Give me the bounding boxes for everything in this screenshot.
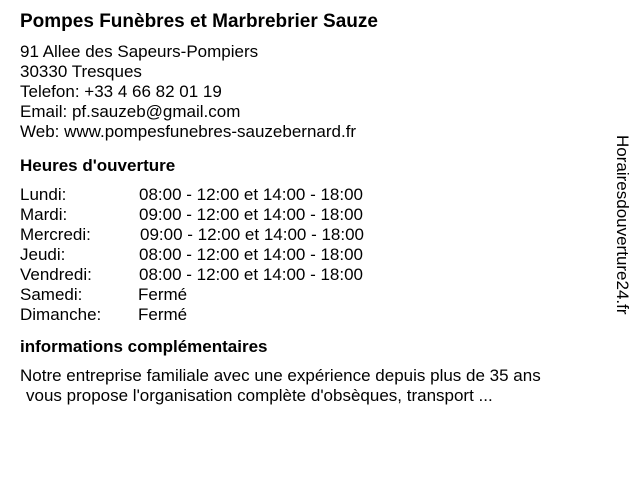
hours-time: Fermé [138,285,188,304]
hours-day: Vendredi: [20,265,92,284]
info-heading: informations complémentaires [20,337,268,356]
hours-row-saturday [20,285,620,305]
hours-time: 09:00 - 12:00 et 14:00 - 18:00 [140,225,365,244]
address-street: 91 Allee des Sapeurs-Pompiers [20,42,259,61]
business-card [20,10,620,406]
business-description [20,366,620,406]
hours-row-tuesday [20,205,620,225]
hours-day: Samedi: [20,285,83,304]
hours-day: Mercredi: [20,225,91,244]
website: Web: www.pompesfunebres-sauzebernard.fr [20,122,357,141]
email-address: Email: pf.sauzeb@gmail.com [20,102,241,121]
phone-number: Telefon: +33 4 66 82 01 19 [20,82,222,101]
site-watermark: Horairesdouverture24.fr [613,135,632,315]
hours-time: Fermé [138,305,188,324]
hours-time: 08:00 - 12:00 et 14:00 - 18:00 [139,185,364,204]
hours-row-friday [20,265,620,285]
business-name: Pompes Funèbres et Marbrebrier Sauze [20,11,378,32]
hours-row-wednesday [20,225,620,245]
hours-row-monday [20,185,620,205]
hours-day: Mardi: [20,205,68,224]
address-city: 30330 Tresques [20,62,142,81]
hours-row-sunday [20,305,620,325]
description-line: Notre entreprise familiale avec une expérience depuis plus de 35 ans [20,366,541,385]
hours-day: Dimanche: [20,305,102,324]
hours-day: Jeudi: [20,245,66,264]
hours-time: 08:00 - 12:00 et 14:00 - 18:00 [139,245,364,264]
hours-day: Lundi: [20,185,67,204]
hours-time: 08:00 - 12:00 et 14:00 - 18:00 [139,265,364,284]
description-line: vous propose l'organisation complète d'obsèques, transport ... [26,386,493,405]
hours-row-thursday [20,245,620,265]
hours-time: 09:00 - 12:00 et 14:00 - 18:00 [139,205,364,224]
hours-heading: Heures d'ouverture [20,156,176,175]
